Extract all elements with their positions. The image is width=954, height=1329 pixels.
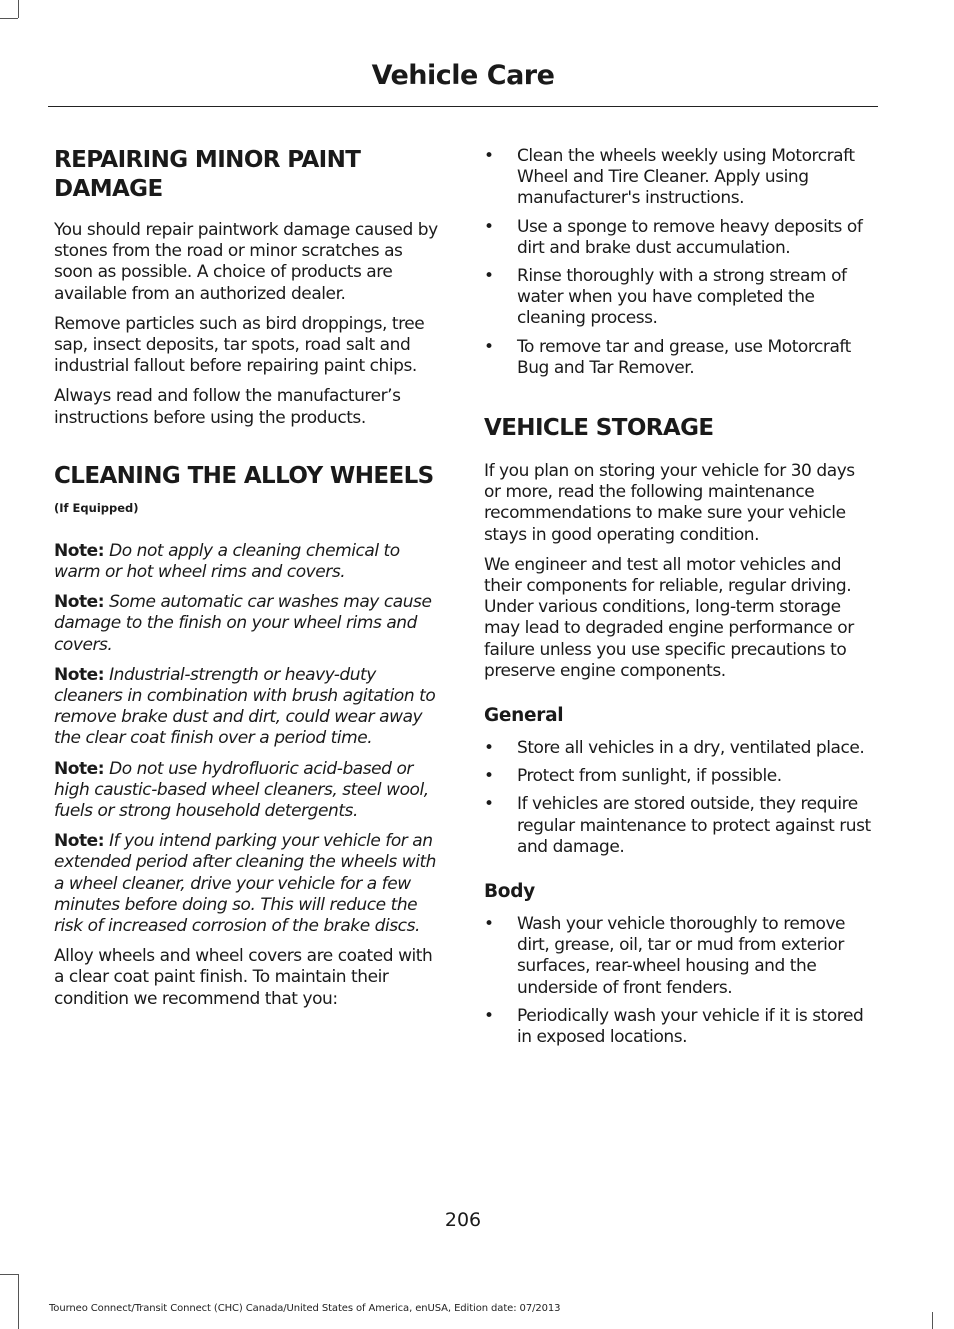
list-item-text: Wash your vehicle thoroughly to remove dirt, grease, oil, tar or mud from exterior surfaces, rear-wheel housing and the underside of front fenders. [517, 914, 846, 998]
note [54, 759, 446, 823]
left-column [54, 146, 446, 1019]
paragraph: You should repair paintwork damage caused by stones from the road or minor scratches as soon as possible. A choice of products are available from an authorized dealer. [54, 220, 438, 304]
list-item-text: If vehicles are stored outside, they require regular maintenance to protect against rust and damage. [517, 794, 871, 857]
note-label: Note: [54, 540, 105, 561]
paragraph: Alloy wheels and wheel covers are coated with a clear coat paint finish. To maintain their condition we recommend that you: [54, 946, 433, 1009]
footer-edition-info: Tourneo Connect/Transit Connect (CHC) Canada/United States of America, enUSA, Edition date: 07/2013 [49, 1303, 561, 1314]
note-label: Note: [54, 664, 105, 685]
section-heading-alloy-wheels [54, 462, 446, 523]
subheading-general: General [484, 705, 564, 727]
note-text: If you intend parking your vehicle for an extended period after cleaning the wheels with a wheel cleaner, drive your vehicle for a few minutes before doing so. This will reduce the risk of increased corrosion of the brake discs. [54, 831, 437, 937]
bullet: • [484, 216, 494, 237]
note-label: Note: [54, 831, 105, 852]
paragraph: Remove particles such as bird droppings, tree sap, insect deposits, tar spots, road salt and industrial fallout before repairing paint chips. [54, 313, 425, 377]
section-spacer [54, 438, 446, 462]
page-number: 206 [444, 1209, 482, 1231]
note [54, 541, 446, 583]
list-item-text: Rinse thoroughly with a strong stream of water when you have completed the cleaning process. [517, 266, 847, 329]
bullet: • [484, 336, 494, 357]
list-item-text: Clean the wheels weekly using Motorcraft Wheel and Tire Cleaner. Apply using manufacturer's instructions. [517, 146, 855, 209]
paragraph: If you plan on storing your vehicle for 30 days or more, read the following maintenance recommendations to make sure your vehicle stays in good operating condition. [484, 461, 855, 545]
bullet: • [484, 914, 494, 935]
list-item-text: Use a sponge to remove heavy deposits of dirt and brake dust accumulation. [517, 216, 863, 258]
list-item [484, 738, 876, 759]
list-item [484, 1006, 876, 1048]
body-bullet-list [484, 914, 876, 1048]
list-item-text: Periodically wash your vehicle if it is stored in exposed locations. [517, 1005, 864, 1048]
note-label: Note: [54, 592, 105, 613]
note-text: Industrial-strength or heavy-duty cleaners in combination with brush agitation to remove brake dust and dirt, could wear away the clear coat finish over a period time. [54, 664, 436, 749]
list-item [484, 914, 876, 999]
subheading-body: Body [484, 881, 535, 903]
crop-mark [0, 18, 18, 19]
bullet: • [484, 266, 494, 287]
list-item [484, 217, 876, 259]
note [54, 665, 446, 750]
list-item [484, 337, 876, 379]
list-item-text: Protect from sunlight, if possible. [517, 766, 782, 787]
bullet: • [484, 738, 494, 759]
note-label: Note: [54, 758, 105, 779]
crop-mark [932, 1312, 933, 1329]
title-divider [48, 106, 878, 107]
section-spacer [484, 386, 876, 414]
list-item-text: To remove tar and grease, use Motorcraft Bug and Tar Remover. [517, 336, 851, 378]
section-heading-paint: REPAIRING MINOR PAINT DAMAGE [54, 147, 361, 202]
right-column [484, 146, 876, 1055]
bullet: • [484, 146, 494, 166]
list-item [484, 794, 876, 858]
page-title: Vehicle Care [371, 60, 555, 91]
list-item [484, 266, 876, 330]
list-item [484, 146, 876, 210]
note [54, 592, 446, 656]
crop-mark [0, 1274, 18, 1275]
list-item [484, 766, 876, 787]
note-text: Do not apply a cleaning chemical to warm or hot wheel rims and covers. [54, 540, 400, 583]
section-heading-vehicle-storage: VEHICLE STORAGE [484, 415, 714, 442]
heading-text: CLEANING THE ALLOY WHEELS [54, 462, 434, 489]
list-item-text: Store all vehicles in a dry, ventilated place. [517, 738, 865, 759]
paragraph: We engineer and test all motor vehicles and their components for reliable, regular driving. Under various conditions, long-term storage may lead to degraded engine performance or failure unless you use specific precautions to preserve engine components. [484, 554, 854, 681]
note-text: Some automatic car washes may cause damage to the finish on your wheel rims and covers. [54, 592, 432, 655]
bullet: • [484, 1005, 494, 1026]
note [54, 831, 446, 937]
bullet: • [484, 766, 494, 787]
general-bullet-list [484, 738, 876, 858]
alloy-bullet-list [484, 146, 876, 379]
paragraph: Always read and follow the manufacturer’s instructions before using the products. [54, 386, 401, 428]
crop-mark [18, 0, 19, 18]
bullet: • [484, 794, 494, 815]
note-text: Do not use hydrofluoric acid-based or high caustic-based wheel cleaners, steel wool, fuels or strong household detergents. [54, 758, 429, 822]
heading-qualifier: (If Equipped) [54, 500, 139, 515]
crop-mark [18, 1274, 19, 1329]
